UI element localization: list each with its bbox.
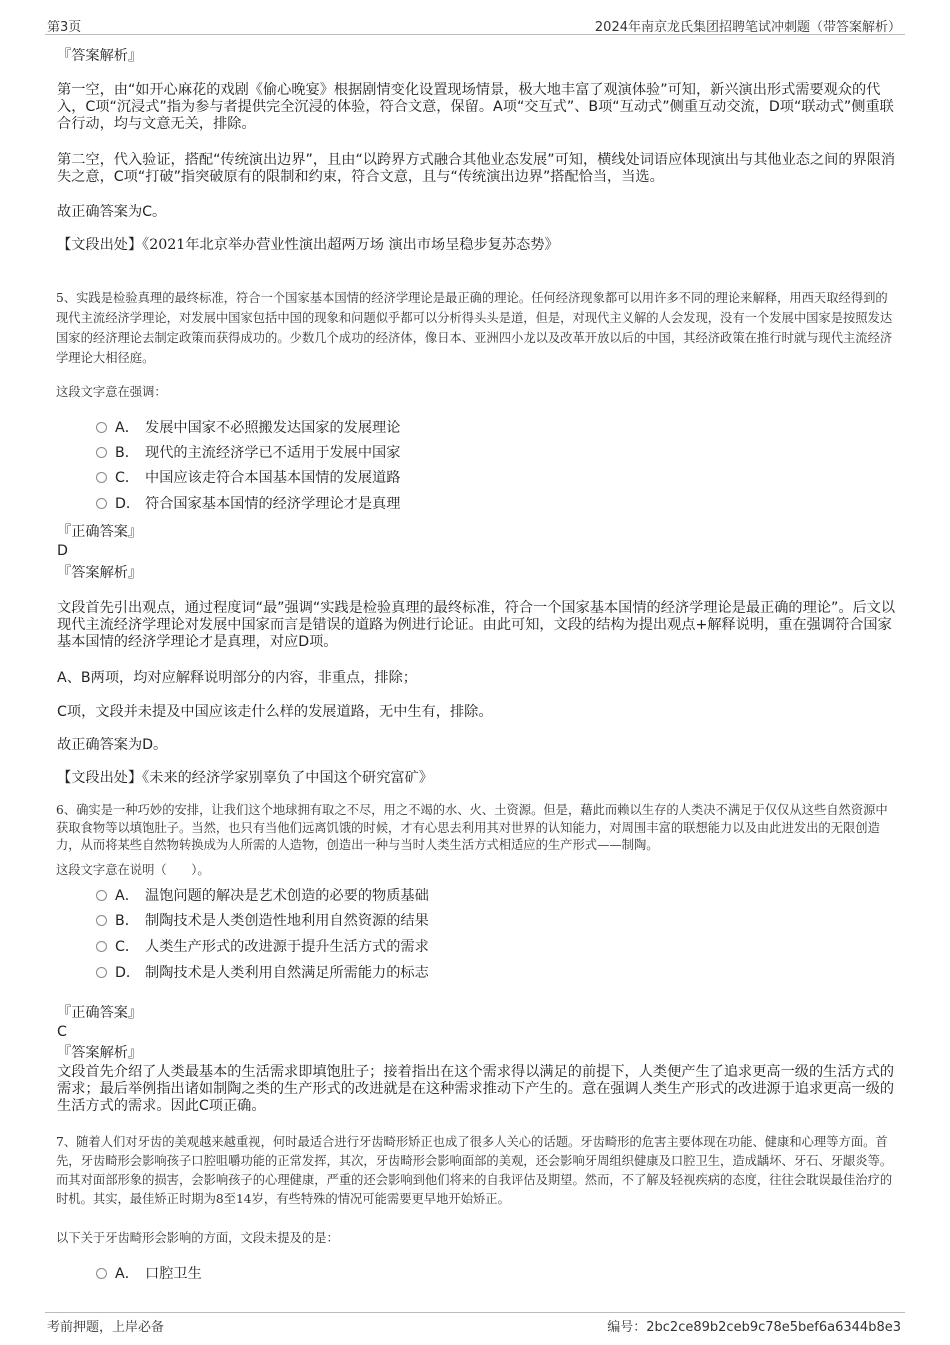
- q6-question: 这段文字意在说明（ ）。: [56, 863, 210, 877]
- q6-answer-label: 『正确答案』: [57, 1005, 143, 1021]
- q5-analysis-label: 『答案解析』: [57, 565, 143, 581]
- q5-source: 【文段出处】《未来的经济学家别辜负了中国这个研究富矿》: [57, 770, 433, 786]
- radio-icon[interactable]: [96, 422, 107, 433]
- q6-analysis-paragraph-1: 文段首先介绍了人类最基本的生活需求即填饱肚子；接着指出在这个需求得以满足的前提下，人类便产生了追求更高一级的生活方式的需求；最后举例指出诸如制陶之类的生产形式的改进就是在这种需求推动下产生的。意在强调人类生产形式的改进源于追求更高一级的生活方式的需求。因此C项正确。: [57, 1064, 895, 1114]
- q4-analysis-label: 『答案解析』: [57, 48, 143, 64]
- q4-source: 【文段出处】《2021年北京举办营业性演出超两万场 演出市场呈稳步复苏态势》: [57, 237, 559, 253]
- page-header: [45, 14, 905, 35]
- q6-option-a[interactable]: A． 温饱问题的解决是艺术创造的必要的物质基础: [96, 886, 429, 906]
- q5-option-c[interactable]: C． 中国应该走符合本国基本国情的发展道路: [96, 468, 400, 488]
- q5-analysis-paragraph-2: A、B两项，均对应解释说明部分的内容，非重点，排除；: [57, 670, 417, 686]
- q6-analysis-label: 『答案解析』: [57, 1045, 143, 1061]
- q5-analysis-paragraph-1: 文段首先引出观点，通过程度词“最”强调“实践是检验真理的最终标准，符合一个国家基本国情的经济学理论是最正确的理论”。后文以现代主流经济学理论对发展中国家而言是错误的道路为例进行论证。由此可知，文段的结构为提出观点+解释说明，重在强调符合国家基本国情的经济学理论才是真理，对应D项。: [57, 600, 896, 650]
- q4-conclusion: 故正确答案为C。: [57, 204, 167, 220]
- q6-option-b[interactable]: B． 制陶技术是人类创造性地利用自然资源的结果: [96, 911, 429, 931]
- document-title: 2024年南京龙氏集团招聘笔试冲刺题（带答案解析）: [594, 20, 901, 35]
- q6-option-d[interactable]: D． 制陶技术是人类利用自然满足所需能力的标志: [96, 963, 429, 983]
- q7-stem: 7、随着人们对牙齿的美观越来越重视，何时最适合进行牙齿畸形矫正也成了很多人关心的话题。牙齿畸形的危害主要体现在功能、健康和心理等方面。首先，牙齿畸形会影响孩子口腔咀嚼功能的正常发挥，其次，牙齿畸形会影响面部的美观，还会影响牙周组织健康及口腔卫生，造成龋坏、牙石、牙龈炎等。而其对面部形象的损害，会影响孩子的心理健康，严重的还会影响到他们将来的自我评估及期望。然而，不了解及轻视疾病的态度，往往会耽误最佳治疗的时机。其实，最佳矫正时期为8至14岁，有些特殊的情况可能需要更早地开始矫正。: [56, 1135, 893, 1206]
- radio-icon[interactable]: [96, 1268, 107, 1279]
- radio-icon[interactable]: [96, 447, 107, 458]
- q5-question: 这段文字意在强调：: [56, 385, 167, 399]
- q7-option-a[interactable]: A． 口腔卫生: [96, 1264, 202, 1284]
- q7-question: 以下关于牙齿畸形会影响的方面，文段未提及的是：: [56, 1231, 339, 1245]
- q5-option-b[interactable]: B． 现代的主流经济学已不适用于发展中国家: [96, 443, 400, 463]
- q4-analysis-paragraph-2: 第二空，代入验证，搭配“传统演出边界”，且由“以跨界方式融合其他业态发展”可知，横线处词语应体现演出与其他业态之间的界限消失之意，C项“打破”指突破原有的限制和约束，符合文意，且与“传统演出边界”搭配恰当，当选。: [57, 152, 896, 185]
- radio-icon[interactable]: [96, 941, 107, 952]
- q5-answer-label: 『正确答案』: [57, 524, 143, 540]
- radio-icon[interactable]: [96, 967, 107, 978]
- page-number: 第3页: [47, 20, 82, 35]
- q5-conclusion: 故正确答案为D。: [57, 737, 168, 753]
- q5-analysis-paragraph-3: C项，文段并未提及中国应该走什么样的发展道路，无中生有，排除。: [57, 704, 493, 720]
- q5-answer: D: [57, 543, 68, 559]
- radio-icon[interactable]: [96, 890, 107, 901]
- q6-answer: C: [57, 1024, 67, 1040]
- radio-icon[interactable]: [96, 498, 107, 509]
- footer-slogan: 考前押题，上岸必备: [47, 1320, 165, 1335]
- q5-option-d[interactable]: D． 符合国家基本国情的经济学理论才是真理: [96, 494, 400, 514]
- q6-option-c[interactable]: C． 人类生产形式的改进源于提升生活方式的需求: [96, 937, 429, 957]
- q6-stem: 6、确实是一种巧妙的安排，让我们这个地球拥有取之不尽，用之不竭的水、火、土资源。但是，藉此而赖以生存的人类决不满足于仅仅从这些自然资源中获取食物等以填饱肚子。当然，也只有当他们远离饥饿的时候，才有心思去利用其对世界的认知能力，对周围丰富的联想能力以及由此进发出的无限创造力，从而将某些自然物转换成为人所需的人造物，创造出一种与当时人类生活方式相适应的生产形式——制陶。: [56, 803, 888, 852]
- page-footer: [45, 1312, 905, 1333]
- q5-option-a[interactable]: A． 发展中国家不必照搬发达国家的发展理论: [96, 418, 400, 438]
- q5-stem: 5、实践是检验真理的最终标准，符合一个国家基本国情的经济学理论是最正确的理论。任何经济现象都可以用许多不同的理论来解释，用西天取经得到的现代主流经济学理论，对发展中国家包括中国的现象和问题似乎都可以分析得头头是道，但是，对现代主义解的人会发现，没有一个发展中国家是按照发达国家的经济理论去制定政策而获得成功的。少数几个成功的经济体，像日本、亚洲四小龙以及改革开放以后的中国，其经济政策在推行时就与现代主流经济学理论大相径庭。: [56, 291, 893, 365]
- footer-code: 编号：2bc2ce89b2ceb9c78e5bef6a6344b8e3: [607, 1320, 901, 1335]
- q4-analysis-paragraph-1: 第一空，由“如开心麻花的戏剧《偷心晚宴》根据剧情变化设置现场情景，极大地丰富了观演体验”可知，新兴演出形式需要观众的代入，C项“沉浸式”指为参与者提供完全沉浸的体验，符合文意，保留。A项“交互式”、B项“互动式”侧重互动交流，D项“联动式”侧重联合行动，均与文意无关，排除。: [57, 82, 894, 132]
- radio-icon[interactable]: [96, 915, 107, 926]
- radio-icon[interactable]: [96, 472, 107, 483]
